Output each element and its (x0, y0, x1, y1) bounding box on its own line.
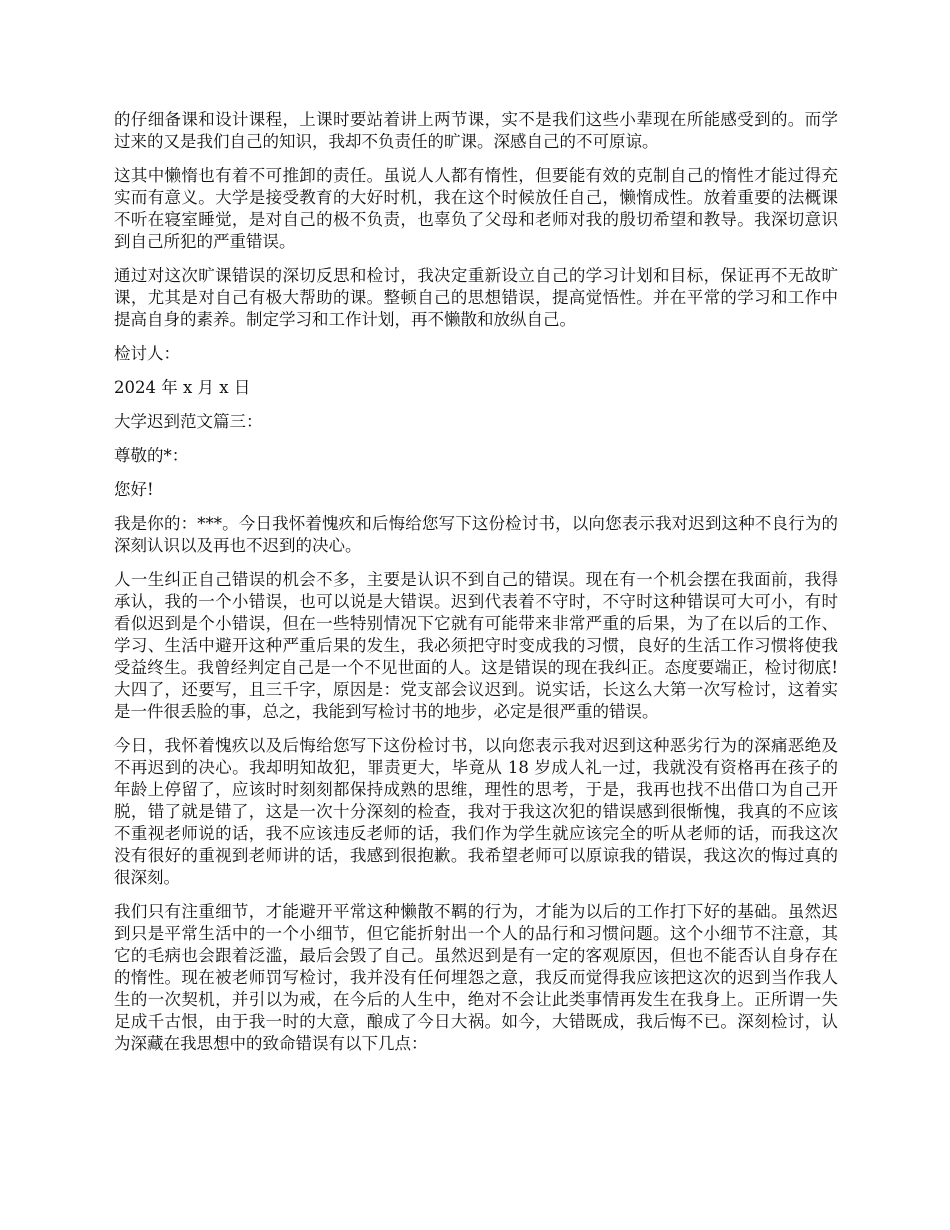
paragraph-2: 这其中懒惰也有着不可推卸的责任。虽说人人都有惰性，但要能有效的克制自己的惰性才能过得充实而有意义。大学是接受教育的大好时机，我在这个时候放任自己，懒惰成性。放着重要的法概课不听在寝室睡觉，是对自己的极不负责，也辜负了父母和老师对我的殷切希望和教导。我深切意识到自己所犯的严重错误。 (114, 166, 838, 251)
paragraph-1: 的仔细备课和设计课程，上课时要站着讲上两节课，实不是我们这些小辈现在所能感受到的。而学过来的又是我们自己的知识，我却不负责任的旷课。深感自己的不可原谅。 (114, 110, 838, 151)
section-heading: 大学迟到范文篇三： (114, 412, 263, 431)
paragraph-12: 我们只有注重细节，才能避开平常这种懒散不羁的行为，才能为以后的工作打下好的基础。虽然迟到只是平常生活中的一个小细节，但它能折射出一个人的品行和习惯问题。这个小细节不注意，其它的毛病也会跟着泛滥，最后会毁了自己。虽然迟到是有一定的客观原因，但也不能否认自身存在的惰性。现在被老师罚写检讨，我并没有任何埋怨之意，我反而觉得我应该把这次的迟到当作我人生的一次契机，并引以为戒，在今后的人生中，绝对不会让此类事情再发生在我身上。正所谓一失足成千古恨，由于我一时的大意，酿成了今日大祸。如今，大错既成，我后悔不已。深刻检讨，认为深藏在我思想中的致命错误有以下几点： (114, 902, 838, 1053)
paragraph-10: 人一生纠正自己错误的机会不多，主要是认识不到自己的错误。现在有一个机会摆在我面前，我得承认，我的一个小错误，也可以说是大错误。迟到代表着不守时，不守时这种错误可大可小，有时看似迟到是个小错误，但在一些特别情况下它就有可能带来非常严重的后果，为了在以后的工作、学习、生活中避开这种严重后果的发生，我必须把守时变成我的习惯，良好的生活工作习惯将使我受益终生。我曾经判定自己是一个不见世面的人。这是错误的现在我纠正。态度要端正，检讨彻底!大四了，还要写，且三千字，原因是：党支部会议迟到。说实话，长这么大第一次写检讨，这着实是一件很丢脸的事，总之，我能到写检讨书的地步，必定是很严重的错误。 (114, 570, 838, 721)
signature-label: 检讨人： (114, 344, 180, 363)
paragraph-11: 今日，我怀着愧疚以及后悔给您写下这份检讨书，以向您表示我对迟到这种恶劣行为的深痛恶绝及不再迟到的决心。我却明知故犯，罪责更大，毕竟从 18 岁成人礼一过，我就没有资格再在孩子的年龄上停留了，应该时时刻刻都保持成熟的思维，理性的思考，于是，我再也找不出借口为自己开脱，错了就是错了，这是一次十分深刻的检查，我对于我这次犯的错误感到很惭愧，我真的不应该不重视老师说的话，我不应该违反老师的话，我们作为学生就应该完全的听从老师的话，而我这次没有很好的重视到老师讲的话，我感到很抱歉。我希望老师可以原谅我的错误，我这次的悔过真的很深刻。 (114, 736, 838, 887)
document-page (114, 109, 838, 1067)
salutation: 尊敬的*： (114, 446, 189, 465)
paragraph-3: 通过对这次旷课错误的深切反思和检讨，我决定重新设立自己的学习计划和目标，保证再不无故旷课，尤其是对自己有极大帮助的课。整顿自己的思想错误，提高觉悟性。并在平常的学习和工作中提高自身的素养。制定学习和工作计划，再不懒散和放纵自己。 (114, 266, 838, 329)
paragraph-9: 我是你的：***。今日我怀着愧疚和后悔给您写下这份检讨书，以向您表示我对迟到这种不良行为的深刻认识以及再也不迟到的决心。 (114, 514, 838, 555)
greeting: 您好! (114, 480, 154, 499)
date-line: 2024 年 x 月 x 日 (114, 378, 251, 397)
